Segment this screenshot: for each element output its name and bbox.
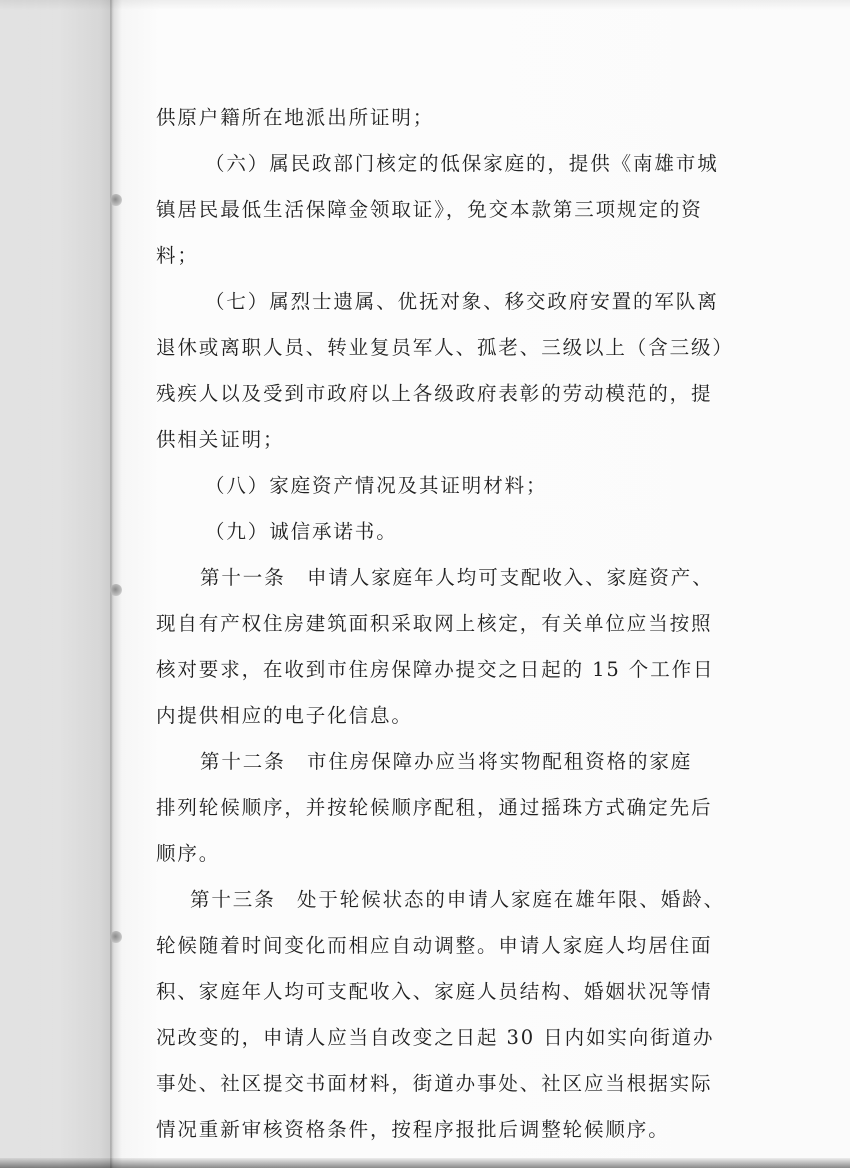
clause-nine: （九）诚信承诺书。 [205,520,398,543]
binding-shadow [0,0,112,1168]
text-line: 排列轮候顺序，并按轮候顺序配租，通过摇珠方式确定先后 [156,796,713,819]
text-line: 现自有产权住房建筑面积采取网上核定，有关单位应当按照 [156,612,713,635]
text-line: 况改变的，申请人应当自改变之日起 30 日内如实向街道办 [156,1026,715,1049]
punch-hole-icon [110,194,122,206]
top-shadow [0,0,850,10]
article-eleven: 第十一条 申请人家庭年人均可支配收入、家庭资产、 [200,566,714,589]
article-twelve: 第十二条 市住房保障办应当将实物配租资格的家庭 [200,750,693,773]
article-thirteen: 第十三条 处于轮候状态的申请人家庭在雄年限、婚龄、 [190,888,726,911]
document-body [156,98,746,1158]
text-line: 情况重新审核资格条件，按程序报批后调整轮候顺序。 [156,1118,670,1141]
clause-eight: （八）家庭资产情况及其证明材料； [205,474,548,497]
text-line: 顺序。 [156,842,221,865]
text-line: 退休或离职人员、转业复员军人、孤老、三级以上（含三级） [156,336,734,359]
text-line: 供原户籍所在地派出所证明； [156,106,435,129]
punch-hole-icon [110,584,122,596]
text-line: 料； [156,244,199,267]
text-line: 事处、社区提交书面材料，街道办事处、社区应当根据实际 [156,1072,713,1095]
clause-six: （六）属民政部门核定的低保家庭的，提供《南雄市城 [205,152,719,175]
text-line: 核对要求，在收到市住房保障办提交之日起的 15 个工作日 [156,658,715,681]
text-line: 镇居民最低生活保障金领取证》，免交本款第三项规定的资 [156,198,703,221]
text-line: 供相关证明； [156,428,285,451]
text-line: 轮候随着时间变化而相应自动调整。申请人家庭人均居住面 [156,934,713,957]
bottom-edge [0,1158,850,1168]
text-line: 积、家庭年人均可支配收入、家庭人员结构、婚姻状况等情 [156,980,713,1003]
text-line: 残疾人以及受到市政府以上各级政府表彰的劳动模范的，提 [156,382,713,405]
clause-seven: （七）属烈士遗属、优抚对象、移交政府安置的军队离 [205,290,719,313]
text-line: 内提供相应的电子化信息。 [156,704,413,727]
punch-hole-icon [110,931,122,943]
